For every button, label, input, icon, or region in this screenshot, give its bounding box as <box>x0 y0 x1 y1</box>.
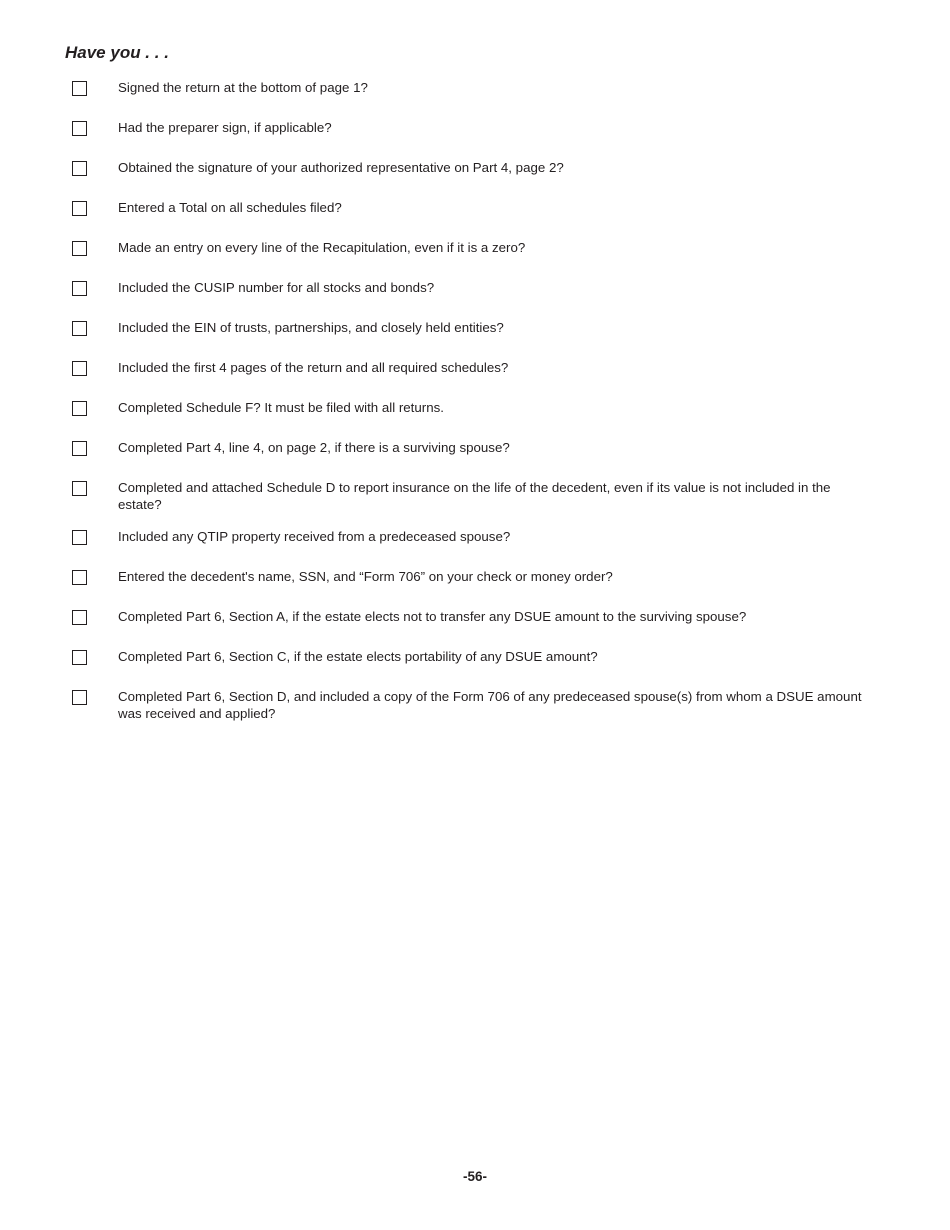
checklist-item-text: Obtained the signature of your authorized representative on Part 4, page 2? <box>118 160 564 175</box>
checklist-item-text: Entered a Total on all schedules filed? <box>118 200 342 215</box>
checklist-item-text: Completed Part 6, Section D, and included a copy of the Form 706 of any predeceased spouse(s) from whom a DSUE amount was received and applied? <box>118 689 862 721</box>
checklist-item-text: Completed Schedule F? It must be filed with all returns. <box>118 400 444 415</box>
checkbox[interactable] <box>72 441 87 456</box>
checklist-item-text: Completed Part 6, Section A, if the estate elects not to transfer any DSUE amount to the surviving spouse? <box>118 609 747 624</box>
checkbox[interactable] <box>72 401 87 416</box>
checklist-item-text: Had the preparer sign, if applicable? <box>118 120 332 135</box>
checkbox[interactable] <box>72 481 87 496</box>
checklist-heading: Have you . . . <box>65 43 169 62</box>
checkbox[interactable] <box>72 321 87 336</box>
checklist-item-text: Included the first 4 pages of the return and all required schedules? <box>118 360 509 375</box>
checkbox[interactable] <box>72 361 87 376</box>
checklist-item-text: Entered the decedent's name, SSN, and “Form 706” on your check or money order? <box>118 569 613 584</box>
checkbox[interactable] <box>72 281 87 296</box>
page-number: -56- <box>462 1169 487 1184</box>
checklist-item-text: Completed Part 6, Section C, if the estate elects portability of any DSUE amount? <box>118 649 598 664</box>
checkbox[interactable] <box>72 241 87 256</box>
checklist-item-text: Completed Part 4, line 4, on page 2, if there is a surviving spouse? <box>118 440 510 455</box>
checklist-item-text: Included the EIN of trusts, partnerships, and closely held entities? <box>118 320 504 335</box>
checkbox[interactable] <box>72 650 87 665</box>
checkbox[interactable] <box>72 81 87 96</box>
checkbox[interactable] <box>72 201 87 216</box>
checklist-item-text: Completed and attached Schedule D to report insurance on the life of the decedent, even if its value is not included in the estate? <box>118 480 831 512</box>
checklist-item-text: Included the CUSIP number for all stocks and bonds? <box>118 280 435 295</box>
checklist-item-text: Made an entry on every line of the Recapitulation, even if it is a zero? <box>118 240 526 255</box>
checkbox[interactable] <box>72 570 87 585</box>
checkbox[interactable] <box>72 530 87 545</box>
checkbox[interactable] <box>72 690 87 705</box>
checklist-item-text: Signed the return at the bottom of page 1? <box>118 80 368 95</box>
checklist-item-text: Included any QTIP property received from a predeceased spouse? <box>118 529 511 544</box>
checkbox[interactable] <box>72 121 87 136</box>
checkbox[interactable] <box>72 161 87 176</box>
checkbox[interactable] <box>72 610 87 625</box>
